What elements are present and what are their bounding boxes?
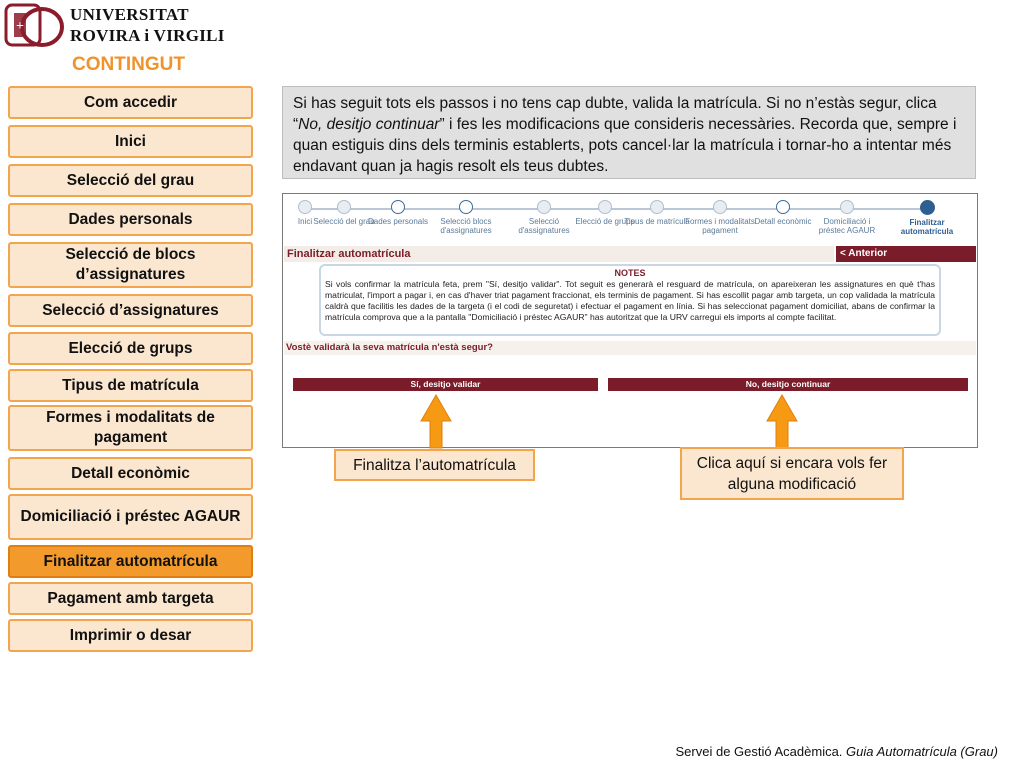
university-name bbox=[70, 4, 225, 46]
sidebar-item-domiciliacio[interactable] bbox=[8, 494, 253, 540]
sidebar-item-tipus-matricula[interactable] bbox=[8, 369, 253, 402]
step-label: Elecció de grups bbox=[575, 217, 635, 226]
intro-text-box bbox=[282, 86, 976, 179]
step-label: Tipus de matrícula bbox=[624, 217, 690, 226]
page-title: Finalitzar automatrícula bbox=[284, 246, 834, 262]
step-seleccio-blocs[interactable] bbox=[429, 200, 503, 235]
sidebar-item-label: Formes i modalitats de pagament bbox=[46, 409, 215, 446]
sidebar-item-label: Domiciliació i préstec AGAUR bbox=[20, 508, 241, 525]
step-label: Formes i modalitats pagament bbox=[685, 217, 755, 235]
sidebar-item-seleccio-blocs[interactable] bbox=[8, 242, 253, 288]
sidebar-item-label: Imprimir o desar bbox=[69, 626, 192, 644]
notes-title: NOTES bbox=[614, 268, 646, 278]
step-label: Domiciliació i préstec AGAUR bbox=[818, 217, 876, 235]
callout-finalitza bbox=[334, 449, 535, 481]
sidebar-item-label: Tipus de matrícula bbox=[62, 376, 199, 394]
continue-button[interactable]: No, desitjo continuar bbox=[608, 378, 968, 391]
step-label: Selecció blocs d'assignatures bbox=[440, 217, 492, 235]
university-line1: UNIVERSITAT bbox=[70, 5, 189, 24]
step-label: Dades personals bbox=[367, 217, 429, 226]
back-button[interactable]: < Anterior bbox=[836, 246, 976, 262]
intro-text-after: ” i fes les modificacions que consideris necessàries. Recorda que, sempre i quan estiguis dins dels terminis establerts, pots cancel·lar la matrícula i tornar-ho a intentar més endavant quan ja hagis resolt els teus dubtes. bbox=[293, 116, 957, 175]
step-dot-icon bbox=[920, 200, 935, 215]
progress-steps bbox=[283, 194, 977, 244]
urv-logo-icon bbox=[4, 3, 64, 47]
validate-button[interactable]: Sí, desitjo validar bbox=[293, 378, 598, 391]
step-label: Selecció del grau bbox=[313, 217, 375, 226]
step-dot-icon bbox=[598, 200, 612, 214]
confirm-question: Vostè validarà la seva matrícula n'està segur? bbox=[284, 341, 976, 355]
sidebar-item-label: Inici bbox=[114, 132, 146, 150]
sidebar-item-label: Selecció de blocs d’assignatures bbox=[65, 246, 196, 283]
footer-service: Servei de Gestió Acadèmica. bbox=[675, 744, 847, 759]
sidebar-item-label: Elecció de grups bbox=[68, 339, 193, 357]
callout-modificacio bbox=[680, 447, 904, 500]
sidebar-item-label: Selecció del grau bbox=[66, 171, 195, 189]
step-dot-icon bbox=[337, 200, 351, 214]
svg-text:+: + bbox=[16, 19, 24, 34]
step-dot-icon bbox=[459, 200, 473, 214]
sidebar-item-label: Finalitzar automatrícula bbox=[43, 552, 218, 570]
sidebar-item-pagament-targeta[interactable] bbox=[8, 582, 253, 615]
footer-text bbox=[676, 744, 999, 759]
step-label: Inici bbox=[297, 217, 313, 226]
step-dot-icon bbox=[713, 200, 727, 214]
sidebar-item-seleccio-assignatures[interactable] bbox=[8, 294, 253, 327]
intro-text-before: Si has seguit tots els passos i no tens cap dubte, valida la matrícula. Si no n’estàs segur, clica “ bbox=[293, 95, 937, 133]
sidebar-item-formes-pagament[interactable] bbox=[8, 405, 253, 451]
sidebar-item-dades-personals[interactable] bbox=[8, 203, 253, 236]
application-screenshot bbox=[282, 193, 978, 448]
step-dot-icon bbox=[776, 200, 790, 214]
sidebar-item-com-accedir[interactable] bbox=[8, 86, 253, 119]
sidebar-item-imprimir[interactable] bbox=[8, 619, 253, 652]
callout-finalitza-text: Finalitza l’automatrícula bbox=[353, 456, 516, 474]
section-title: CONTINGUT bbox=[72, 54, 185, 75]
notes-box bbox=[319, 264, 941, 336]
step-finalitzar[interactable] bbox=[890, 200, 964, 236]
step-dades-personals[interactable] bbox=[361, 200, 435, 226]
step-dot-icon bbox=[650, 200, 664, 214]
university-line2: ROVIRA i VIRGILI bbox=[70, 26, 225, 45]
step-label: Finalitzar automatrícula bbox=[900, 218, 954, 236]
sidebar-item-label: Com accedir bbox=[83, 93, 178, 111]
sidebar-item-label: Detall econòmic bbox=[71, 464, 190, 482]
sidebar-item-inici[interactable] bbox=[8, 125, 253, 158]
step-label: Detall econòmic bbox=[754, 217, 812, 226]
step-dot-icon bbox=[537, 200, 551, 214]
sidebar-item-detall-economic[interactable] bbox=[8, 457, 253, 490]
sidebar-item-eleccio-grups[interactable] bbox=[8, 332, 253, 365]
notes-text: Si vols confirmar la matrícula feta, prem "Sí, desitjo validar". Tot seguit es generarà el resguard de matrícula, on apareixeran les assignatures en què t'has matriculat, l'import a pagar i, en cas d'haver triat pagament fraccionat, els terminis de pagament. Si has escollit pagar amb targeta, un cop validada la matrícula caldrà que facilitis les dades de la targeta (i el codi de seguretat) i efectuar el pagament en línia. Si has seleccionat pagament domiciliat, abans de confirmar la matrícula comprova que a la pantalla "Domiciliació i préstec AGAUR" has autoritzat que la URV carregui els imports al compte facilitat. bbox=[325, 279, 935, 322]
step-dot-icon bbox=[391, 200, 405, 214]
sidebar-item-label: Pagament amb targeta bbox=[47, 589, 214, 607]
step-domiciliacio[interactable] bbox=[810, 200, 884, 235]
step-label: Selecció d'assignatures bbox=[518, 217, 570, 235]
footer-guide: Guia Automatrícula (Grau) bbox=[846, 744, 998, 759]
step-dot-icon bbox=[840, 200, 854, 214]
sidebar-item-finalitzar[interactable] bbox=[8, 545, 253, 578]
intro-text-emphasis: No, desitjo continuar bbox=[298, 116, 440, 133]
arrow-up-icon bbox=[765, 393, 799, 449]
step-detall-economic[interactable] bbox=[746, 200, 820, 226]
arrow-up-icon bbox=[419, 393, 453, 449]
callout-modificacio-text: Clica aquí si encara vols fer alguna modificació bbox=[696, 454, 888, 493]
sidebar-item-label: Dades personals bbox=[68, 210, 193, 228]
sidebar-item-seleccio-grau[interactable] bbox=[8, 164, 253, 197]
sidebar-item-label: Selecció d’assignatures bbox=[42, 301, 219, 319]
